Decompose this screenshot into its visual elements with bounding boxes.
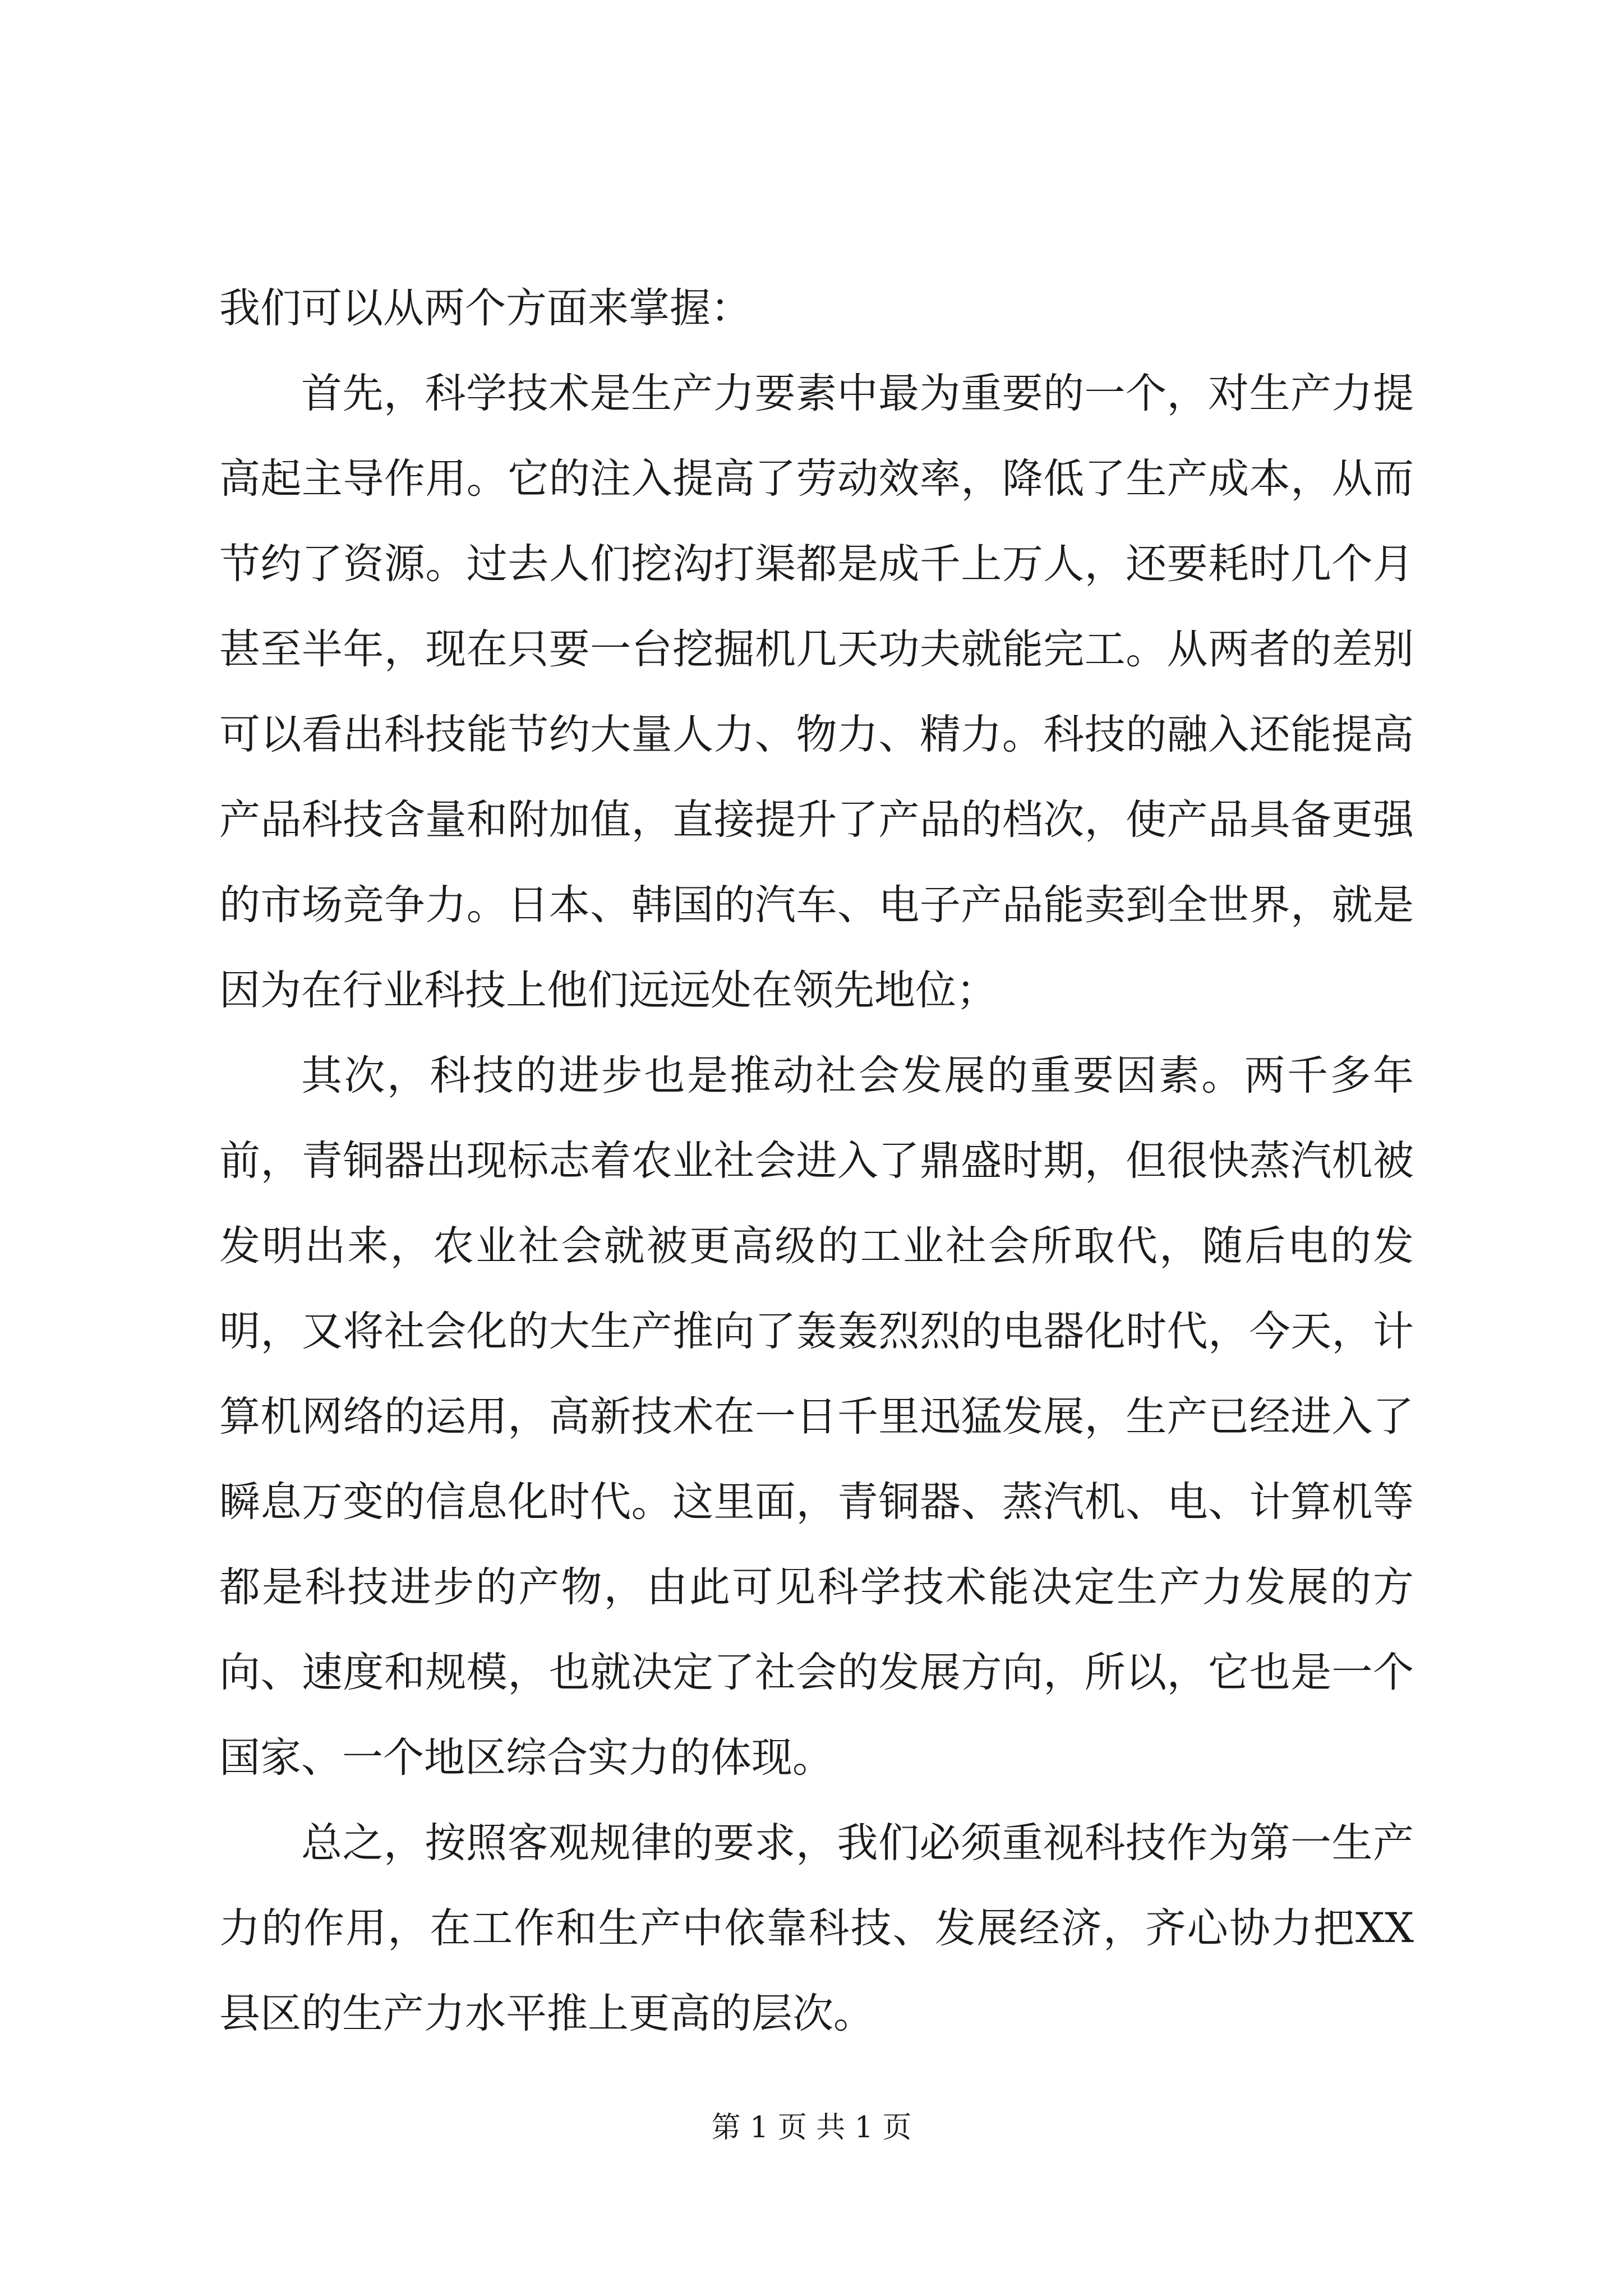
page-number-footer: 第 1 页 共 1 页 [711, 2111, 912, 2145]
paragraph-second-point: 其次，科技的进步也是推动社会发展的重要因素。两千多年前，青铜器出现标志着农业社会进入了鼎盛时期，但很快蒸汽机被发明出来，农业社会就被更高级的工业社会所取代，随后电的发明，又将社会化的大生产推向了轰轰烈烈的电器化时代，今天，计算机网络的运用，高新技术在一日千里迅猛发展，生产已经进入了瞬息万变的信息化时代。这里面，青铜器、蒸汽机、电、计算机等都是科技进步的产物，由此可见科学技术能决定生产力发展的方向、速度和规模，也就决定了社会的发展方向，所以，它也是一个国家、一个地区综合实力的体现。 [219, 1052, 1414, 1782]
document-body [219, 266, 1414, 2056]
paragraph-intro: 我们可以从两个方面来掌握： [219, 284, 751, 332]
paragraph-conclusion: 总之，按照客观规律的要求，我们必须重视科技作为第一生产力的作用，在工作和生产中依靠科技、发展经济，齐心协力把XX县区的生产力水平推上更高的层次。 [219, 1819, 1414, 2037]
paragraph-first-point: 首先，科学技术是生产力要素中最为重要的一个，对生产力提高起主导作用。它的注入提高了劳动效率，降低了生产成本，从而节约了资源。过去人们挖沟打渠都是成千上万人，还要耗时几个月甚至半年，现在只要一台挖掘机几天功夫就能完工。从两者的差别可以看出科技能节约大量人力、物力、精力。科技的融入还能提高产品科技含量和附加值，直接提升了产品的档次，使产品具备更强的市场竞争力。日本、韩国的汽车、电子产品能卖到全世界，就是因为在行业科技上他们远远处在领先地位； [219, 370, 1414, 1014]
